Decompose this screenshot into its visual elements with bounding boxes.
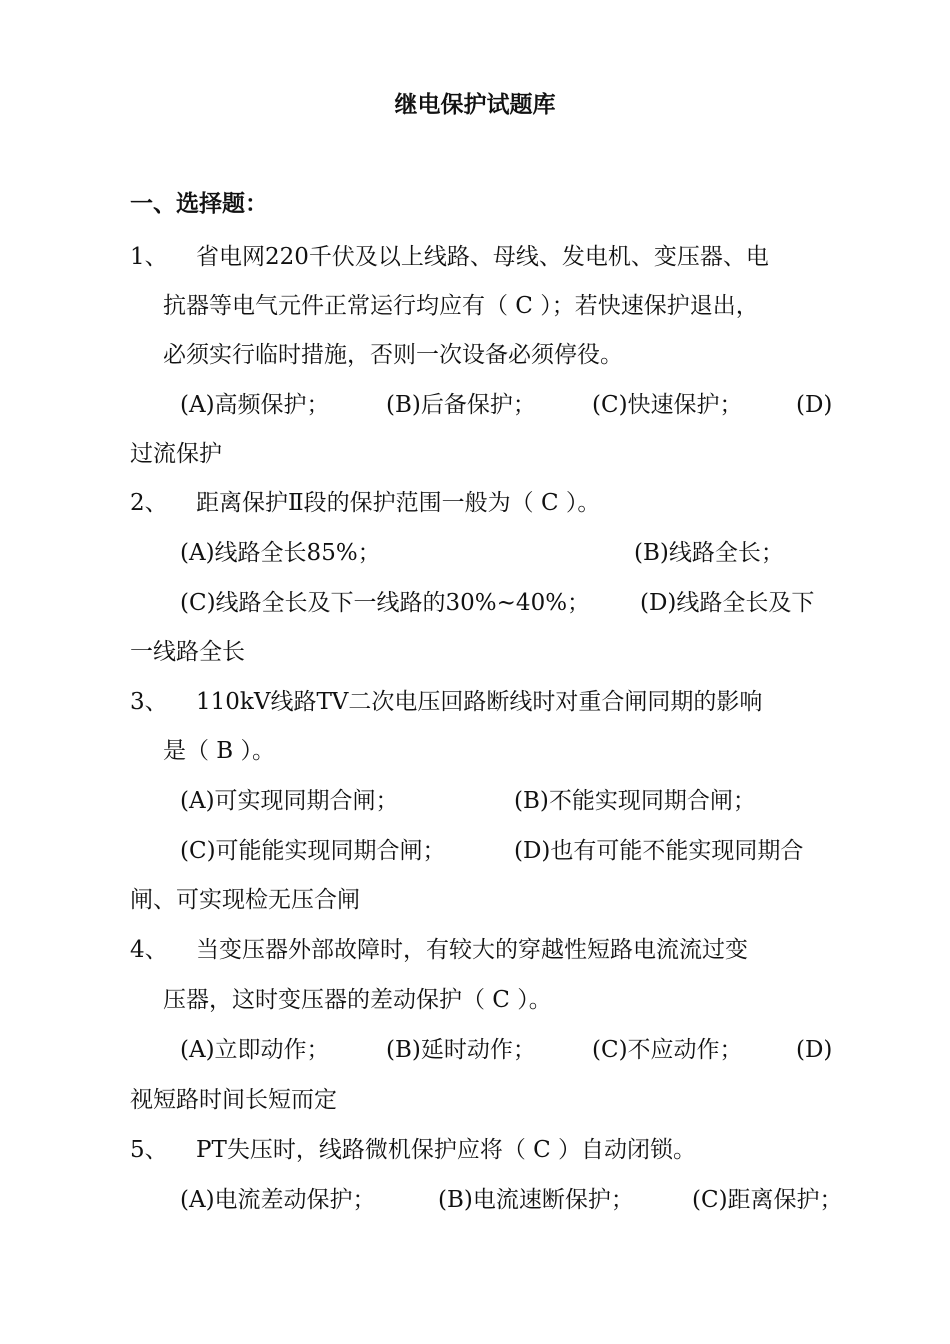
question-number: 1、: [130, 244, 168, 270]
option-c: (C)不应动作；: [592, 1037, 743, 1063]
option-b: (B)线路全长；: [634, 540, 784, 566]
option-b: (B)电流速断保护；: [438, 1187, 634, 1213]
question-text-line: 当变压器外部故障时，有较大的穿越性短路电流流过变: [196, 937, 748, 963]
option-a: (A)高频保护；: [180, 392, 330, 418]
option-a: (A)电流差动保护；: [180, 1187, 376, 1213]
question-text-line: 是（ B ）。: [163, 738, 276, 764]
option-d: (D): [796, 392, 833, 418]
question-number: 3、: [130, 689, 168, 715]
option-d-continuation: 一线路全长: [130, 639, 245, 665]
option-d: (D): [796, 1037, 833, 1063]
question-text-line: PT失压时，线路微机保护应将（ C ）自动闭锁。: [196, 1137, 697, 1163]
option-c: (C)距离保护；: [692, 1187, 843, 1213]
question-text-line: 省电网220千伏及以上线路、母线、发电机、变压器、电: [196, 244, 769, 270]
document-title: 继电保护试题库: [394, 92, 556, 118]
option-a: (A)可实现同期合闸；: [180, 788, 399, 814]
option-b: (B)不能实现同期合闸；: [514, 788, 756, 814]
option-a: (A)立即动作；: [180, 1037, 330, 1063]
option-d-continuation: 过流保护: [130, 441, 222, 467]
question-text-line: 距离保护Ⅱ段的保护范围一般为（ C ）。: [196, 490, 601, 516]
question-number: 4、: [130, 937, 168, 963]
question-text-line: 必须实行临时措施，否则一次设备必须停役。: [163, 342, 623, 368]
option-b: (B)后备保护；: [386, 392, 536, 418]
option-d-continuation: 视短路时间长短而定: [130, 1087, 337, 1113]
option-c: (C)快速保护；: [592, 392, 743, 418]
question-text-line: 110kV线路TV二次电压回路断线时对重合闸同期的影响: [196, 689, 763, 715]
question-text-line: 抗器等电气元件正常运行均应有（ C ）；若快速保护退出，: [163, 293, 759, 319]
option-a: (A)线路全长85%；: [180, 540, 381, 566]
question-number: 5、: [130, 1137, 168, 1163]
option-c: (C)可能能实现同期合闸；: [180, 838, 446, 864]
option-b: (B)延时动作；: [386, 1037, 536, 1063]
option-c: (C)线路全长及下一线路的30%~40%；: [180, 590, 591, 616]
option-d-continuation: 闸、可实现检无压合闸: [130, 887, 360, 913]
section-heading: 一、选择题：: [130, 191, 268, 217]
option-d: (D)也有可能不能实现同期合: [514, 838, 804, 864]
question-text-line: 压器，这时变压器的差动保护（ C ）。: [163, 987, 552, 1013]
question-number: 2、: [130, 490, 168, 516]
option-d: (D)线路全长及下: [640, 590, 815, 616]
